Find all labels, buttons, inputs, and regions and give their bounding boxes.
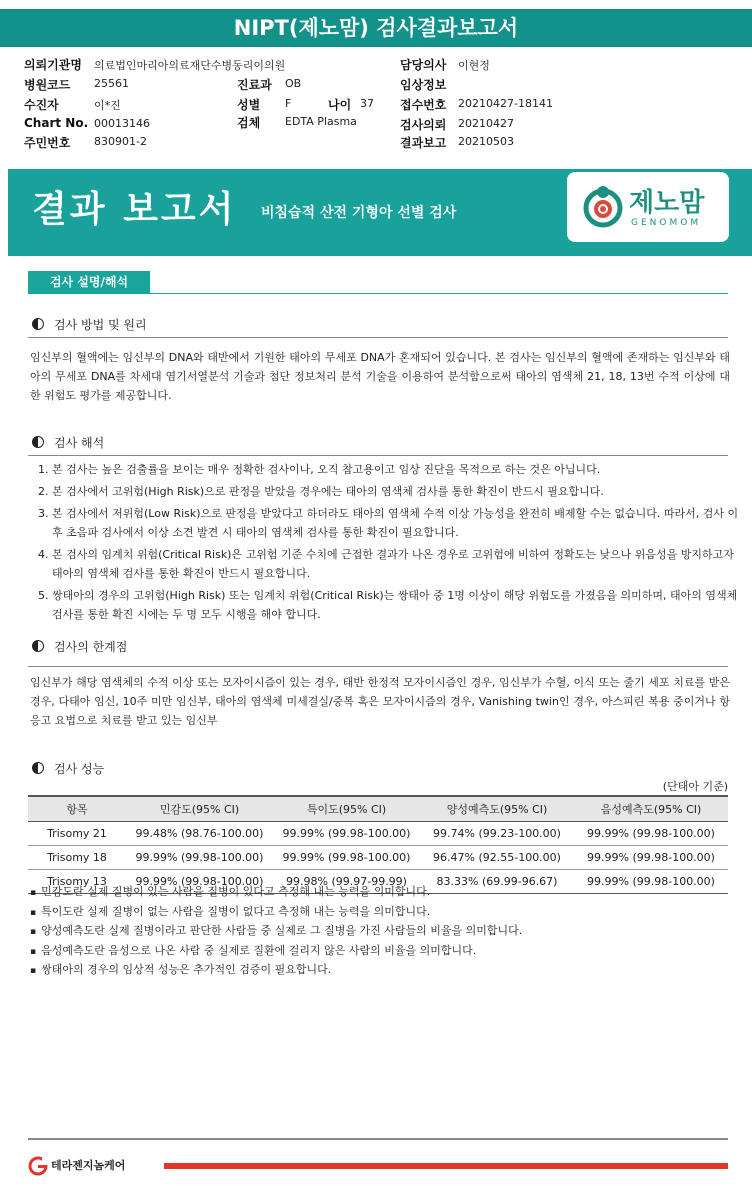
doctor-value: 이현정 <box>458 59 490 72</box>
method-heading <box>32 316 147 333</box>
list-item: 4. 본 검사의 임계치 위험(Critical Risk)은 고위험 기준 수치에 근접한 결과가 나온 경우로 고위험에 비하여 정확도는 낮으나 위음성을 방지하고자 태아의 염색체 검사를 통한 확진이 반드시 필요합니다. <box>52 545 742 583</box>
perf-heading-text: 검사 성능 <box>54 762 105 776</box>
doctor-label: 담당의사 <box>400 58 447 72</box>
method-text: 임신부의 혈액에는 임신부의 DNA와 태반에서 기원한 태아의 무세포 DNA가 혼재되어 있습니다. 본 검사는 임신부의 혈액에 존재하는 임신부와 태아의 무세포 DNA를 차세대 염기서열분석 기술과 첨단 정보처리 분석 기술을 이용하여 분석함으로써 태아의 염색체 21, 18, 13번 수적 이상에 대한 위험도 평가를 제공합니다. <box>30 351 730 402</box>
half-circle-icon <box>32 436 44 448</box>
department-label: 진료과 <box>237 78 272 92</box>
list-item: ▪ 특이도란 실제 질병이 없는 사람을 질병이 없다고 측정해 내는 능력을 의미합니다. <box>30 903 522 923</box>
column-header: 특이도(95% CI) <box>273 796 420 822</box>
divider <box>28 455 728 456</box>
clinical-label: 임상정보 <box>400 78 447 92</box>
table-cell: 99.99% (99.98-100.00) <box>126 870 273 894</box>
banner-subtitle: 비침습적 산전 기형아 선별 검사 <box>261 205 457 221</box>
age-value: 37 <box>360 97 374 110</box>
section-divider <box>28 293 728 294</box>
table-cell: 99.99% (99.98-100.00) <box>574 822 728 846</box>
list-item: ▪ 음성예측도란 음성으로 나온 사람 중 실제로 질환에 걸리지 않은 사람의 비율을 의미합니다. <box>30 942 522 962</box>
report-title: NIPT(제노맘) 검사결과보고서 <box>0 9 752 47</box>
table-row <box>28 822 728 846</box>
company-name: 테라젠지놈케어 <box>51 1159 126 1172</box>
footer-divider <box>28 1138 728 1140</box>
divider <box>28 337 728 338</box>
half-circle-icon <box>32 640 44 652</box>
table-cell: 99.99% (99.98-100.00) <box>574 846 728 870</box>
divider <box>28 666 728 667</box>
column-header: 양성예측도(95% CI) <box>420 796 574 822</box>
footer-bar <box>164 1163 728 1169</box>
table-cell: 99.99% (99.98-100.00) <box>126 846 273 870</box>
footer-logo <box>28 1156 125 1176</box>
institution-label: 의뢰기관명 <box>24 58 82 72</box>
rrn-value: 830901-2 <box>94 135 147 148</box>
perf-heading <box>32 760 104 777</box>
table-cell: Trisomy 21 <box>28 822 126 846</box>
institution-value: 의료법인마리아의료재단수병동리이의원 <box>94 59 286 72</box>
rrn-label: 주민번호 <box>24 136 71 150</box>
list-item: 1. 본 검사는 높은 검출률을 보이는 매우 정확한 검사이나, 오직 참고용이고 임상 진단을 목적으로 하는 것은 아닙니다. <box>52 460 742 479</box>
banner-title: 결과 보고서 <box>32 189 237 230</box>
section-tab: 검사 설명/해석 <box>28 271 150 293</box>
table-cell: Trisomy 13 <box>28 870 126 894</box>
list-item: 3. 본 검사에서 저위험(Low Risk)으로 판정을 받았다고 하더라도 태아의 염색체 수적 이상 가능성을 완전히 배제할 수는 없습니다. 따라서, 검사 이후 초음파 검사에서 이상 소견 발견 시 태아의 염색체 검사를 통한 확진이 필요합니다. <box>52 504 742 542</box>
genomom-logo <box>567 172 729 242</box>
hospital-code-label: 병원코드 <box>24 78 71 92</box>
table-cell: 99.99% (99.98-100.00) <box>574 870 728 894</box>
sex-value: F <box>285 97 292 110</box>
notes-list <box>30 883 522 981</box>
table-cell: 99.99% (99.98-100.00) <box>273 846 420 870</box>
specimen-value: EDTA Plasma <box>285 115 357 128</box>
logo-english: GENOMOM <box>631 218 702 228</box>
department-value: OB <box>285 77 302 90</box>
method-heading-text: 검사 방법 및 원리 <box>54 318 147 332</box>
hospital-code-value: 25561 <box>94 77 129 90</box>
examinee-value: 이*진 <box>94 99 121 112</box>
chart-label: Chart No. <box>24 116 89 130</box>
company-logo-icon <box>28 1156 48 1176</box>
list-item: ▪ 쌍태아의 경우의 임상적 성능은 추가적인 검증이 필요합니다. <box>30 961 522 981</box>
report-date-value: 20210503 <box>458 135 514 148</box>
genomom-mark-icon <box>581 184 625 228</box>
table-cell: 83.33% (69.99-96.67) <box>420 870 574 894</box>
logo-name: 제노맘 <box>629 188 705 218</box>
list-item: 2. 본 검사에서 고위험(High Risk)으로 판정을 받았을 경우에는 태아의 염색체 검사를 통한 확진이 반드시 필요합니다. <box>52 482 742 501</box>
table-cell: Trisomy 18 <box>28 846 126 870</box>
table-cell: 99.74% (99.23-100.00) <box>420 822 574 846</box>
specimen-label: 검체 <box>237 116 261 130</box>
report-date-label: 결과보고 <box>400 136 447 150</box>
limit-heading-text: 검사의 한계점 <box>54 640 128 654</box>
table-cell: 99.48% (98.76-100.00) <box>126 822 273 846</box>
sex-label: 성별 <box>237 98 261 112</box>
interp-heading <box>32 434 104 451</box>
table-row <box>28 846 728 870</box>
half-circle-icon <box>32 762 44 774</box>
unit-note: (단태아 기준) <box>662 780 728 793</box>
limit-text: 임신부가 해당 염색체의 수적 이상 또는 모자이시즘이 있는 경우, 태반 한정적 모자이시즘인 경우, 임신부가 수혈, 이식 또는 줄기 세포 치료를 받은 경우, 다태아 임신, 10주 미만 임신부, 태아의 염색체 미세결실/중복 혹은 모자이시즘의 경우, Vanishing twin인 경우, 아스피린 복용 중이거나 항 응고 요법으로 치료를 받고 있는 임신부 <box>30 676 730 727</box>
column-header: 음성예측도(95% CI) <box>574 796 728 822</box>
request-label: 검사의뢰 <box>400 118 447 132</box>
column-header: 민감도(95% CI) <box>126 796 273 822</box>
list-item: ▪ 양성예측도란 실제 질병이라고 판단한 사람들 중 실제로 그 질병을 가진 사람들의 비율을 의미합니다. <box>30 922 522 942</box>
table-cell: 96.47% (92.55-100.00) <box>420 846 574 870</box>
list-item: 5. 쌍태아의 경우의 고위험(High Risk) 또는 임계치 위험(Critical Risk)는 쌍태아 중 1명 이상이 해당 위험도를 가졌음을 의미하며, 태아의 염색체 검사를 통한 확진 시에는 두 명 모두 시행을 해야 합니다. <box>52 586 742 624</box>
request-value: 20210427 <box>458 117 514 130</box>
limit-heading <box>32 638 127 655</box>
receipt-value: 20210427-18141 <box>458 97 553 110</box>
table-cell: 99.99% (99.98-100.00) <box>273 822 420 846</box>
table-cell: 99.98% (99.97-99.99) <box>273 870 420 894</box>
table-header-row <box>28 796 728 822</box>
interp-heading-text: 검사 해석 <box>54 436 105 450</box>
column-header: 항목 <box>28 796 126 822</box>
chart-value: 00013146 <box>94 117 150 130</box>
age-label: 나이 <box>328 98 352 112</box>
list-item: ▪ 민감도란 실제 질병이 있는 사람을 질병이 있다고 측정해 내는 능력을 의미합니다. <box>30 883 522 903</box>
half-circle-icon <box>32 318 44 330</box>
performance-table <box>28 795 728 894</box>
interp-list <box>30 460 742 627</box>
examinee-label: 수진자 <box>24 98 59 112</box>
receipt-label: 접수번호 <box>400 98 447 112</box>
